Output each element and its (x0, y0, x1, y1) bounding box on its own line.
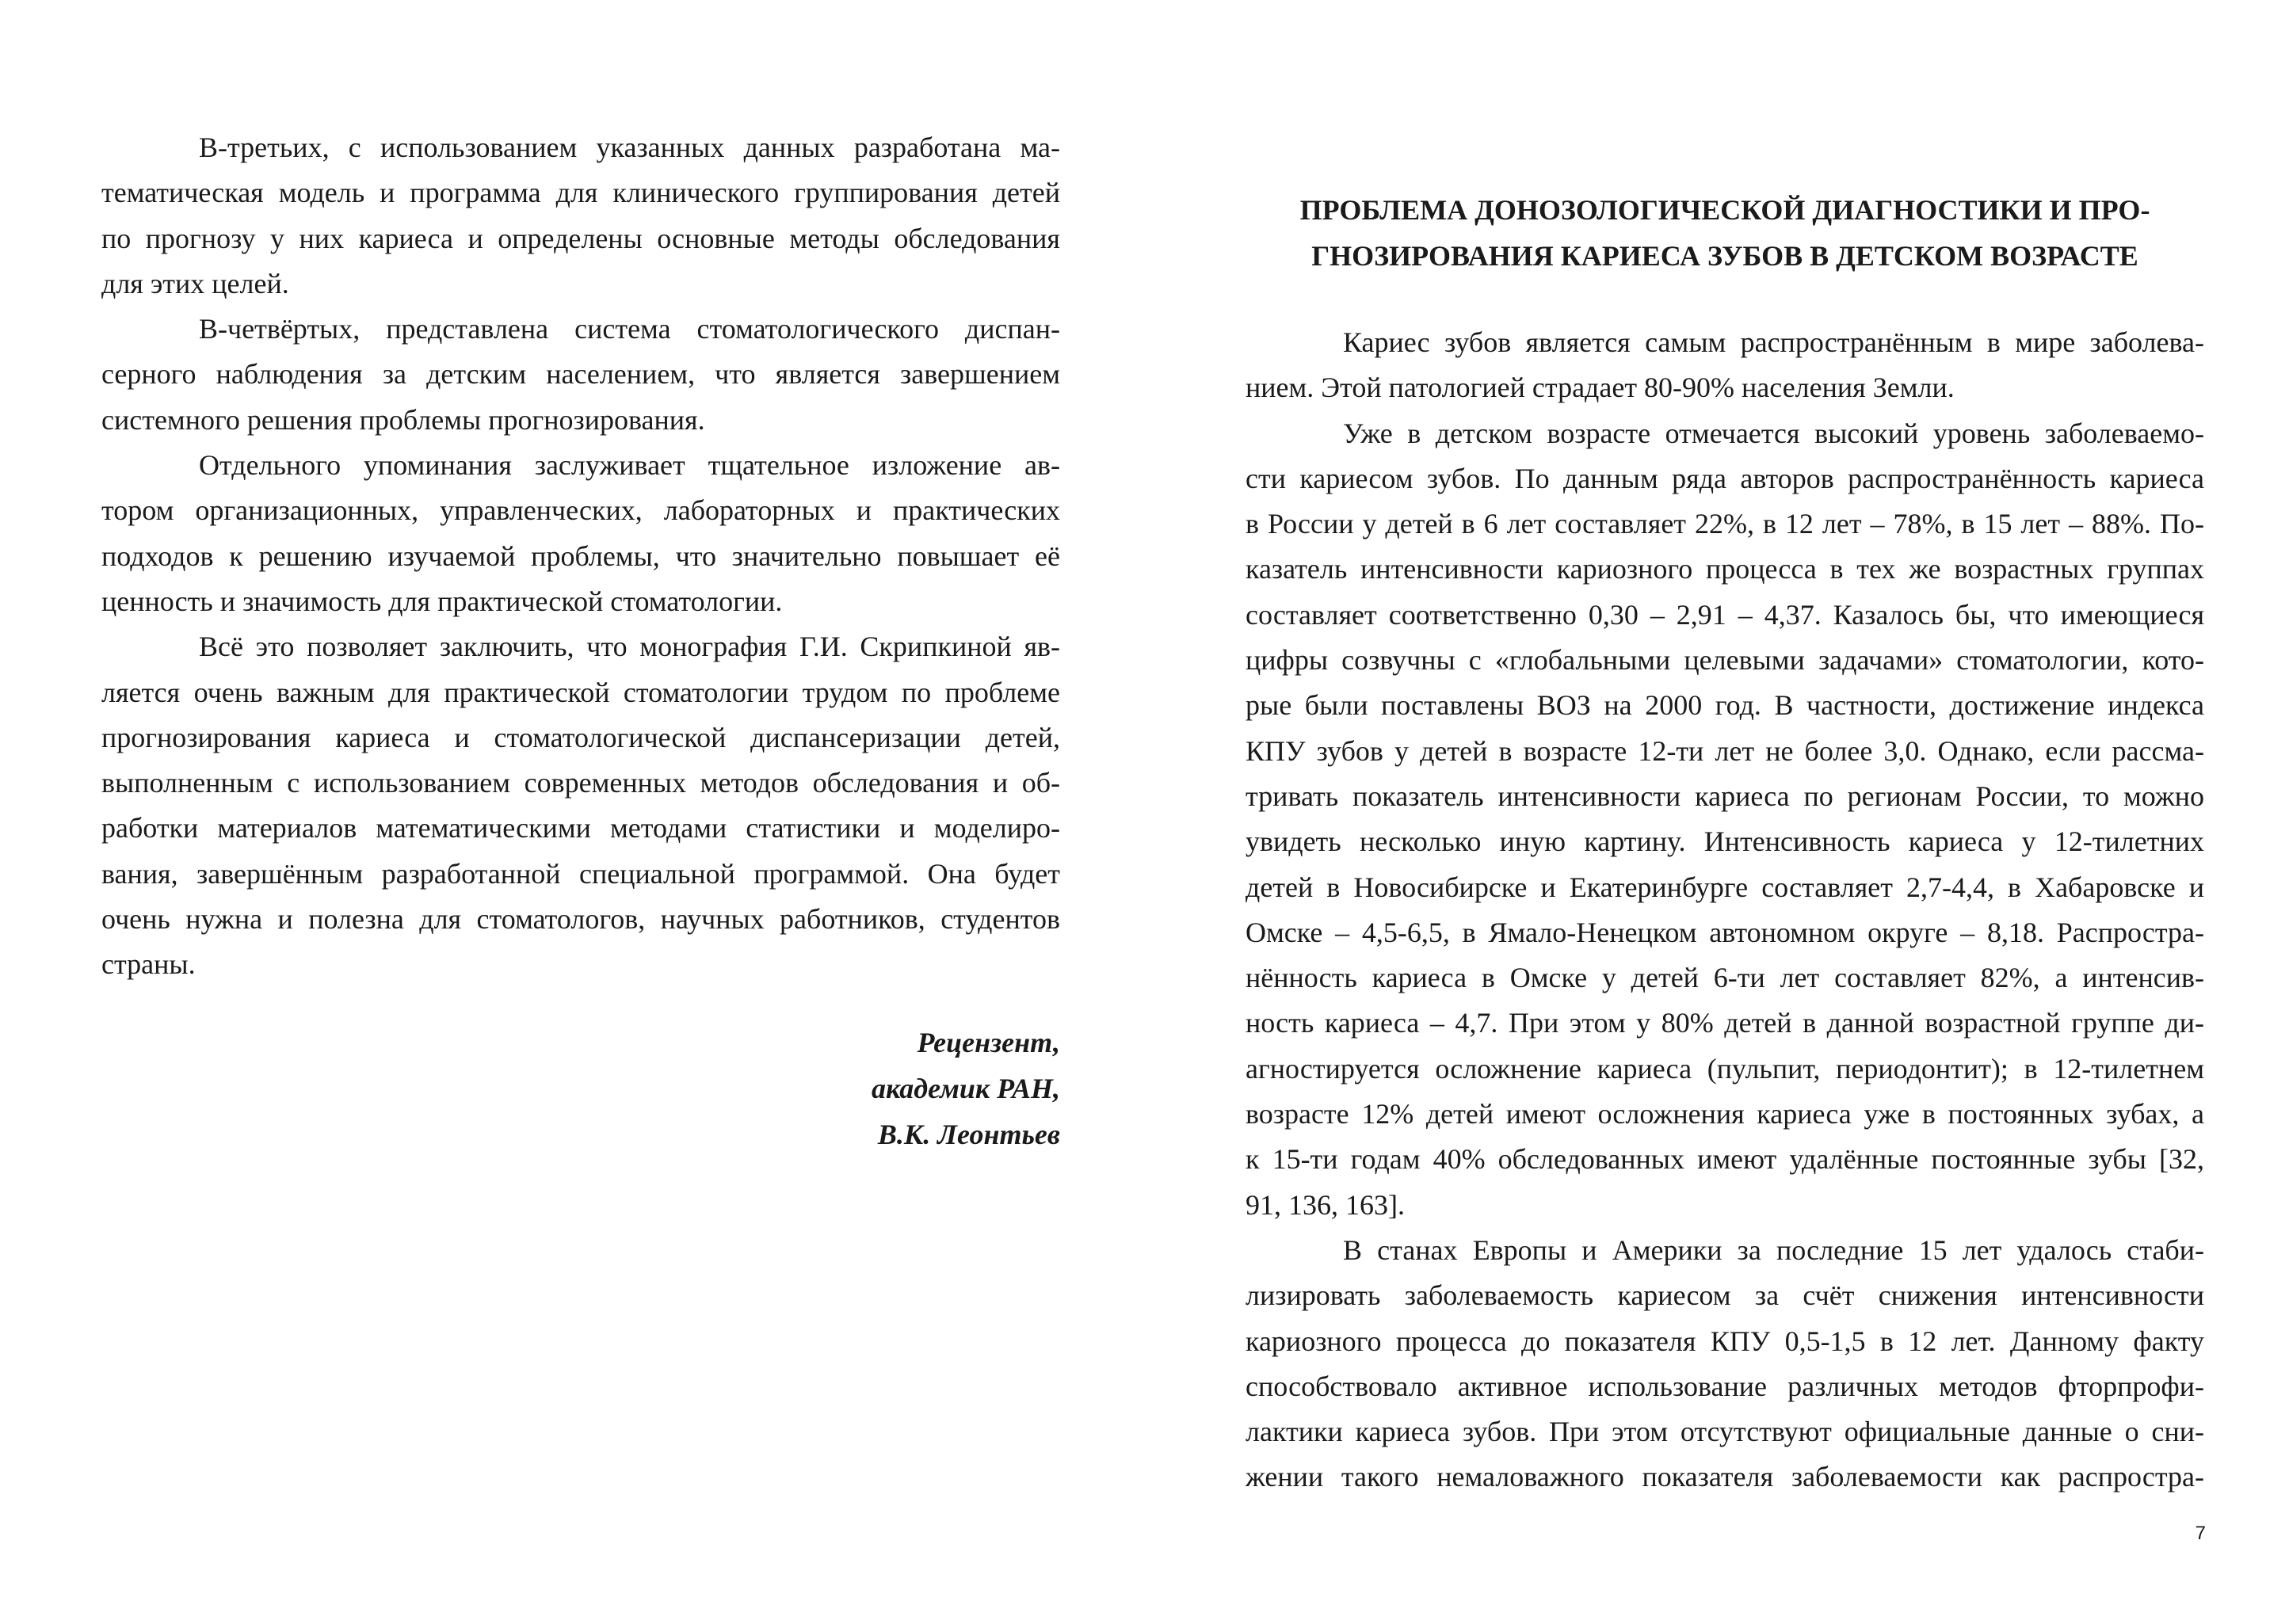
reviewer-title: академик РАН, (871, 1072, 1060, 1104)
text-line: к 15-ти годам 40% обследованных имеют удалённые постоянные зубы [32, (1246, 1143, 2204, 1176)
text-line: нённость кариеса в Омске у детей 6-ти лет составляет 82%, а интенсив- (1246, 962, 2204, 994)
text-line: ляется очень важным для практической стоматологии трудом по проблеме (101, 676, 1060, 708)
paragraph (101, 443, 1060, 624)
text-line: способствовало активное использование различных методов фторпрофи- (1246, 1370, 2204, 1402)
text-line: лактики кариеса зубов. При этом отсутствуют официальные данные о сни- (1246, 1416, 2204, 1448)
text-line: возрасте 12% детей имеют осложнения кариеса уже в постоянных зубах, а (1246, 1098, 2204, 1130)
text-line: тривать показатель интенсивности кариеса по регионам России, то можно (1246, 780, 2204, 812)
text-line: нием. Этой патологией страдает 80-90% населения Земли. (1246, 372, 1955, 404)
paragraph (101, 624, 1060, 987)
text-line: страны. (101, 948, 196, 981)
text-line: кариозного процесса до показателя КПУ 0,5-1,5 в 12 лет. Данному факту (1246, 1325, 2204, 1357)
right-page (1144, 0, 2289, 1624)
text-line: составляет соответственно 0,30 – 2,91 – 4,37. Казалось бы, что имеющиеся (1246, 598, 2204, 631)
text-line: подходов к решению изучаемой проблемы, что значительно повышает её (101, 539, 1060, 572)
text-line: Всё это позволяет заключить, что монография Г.И. Скрипкиной яв- (199, 631, 1060, 663)
reviewer-name: В.К. Леонтьев (877, 1118, 1060, 1150)
text-line: вания, завершённым разработанной специальной программой. Она будет (101, 857, 1060, 890)
text-line: цифры созвучны с «глобальными целевыми задачами» стоматологии, кото- (1246, 644, 2204, 677)
text-line: Омске – 4,5-6,5, в Ямало-Ненецком автономном округе – 8,18. Распростра- (1246, 916, 2204, 948)
reviewer-signature (101, 1020, 1060, 1157)
text-line: по прогнозу у них кариеса и определены основные методы обследования (101, 222, 1060, 254)
text-line: системного решения проблемы прогнозирования. (101, 403, 705, 436)
reviewer-role: Рецензент, (917, 1026, 1060, 1058)
text-line: Кариес зубов является самым распространённым в мире заболева- (1343, 326, 2204, 358)
right-text-column (1246, 187, 2204, 1500)
page-number: 7 (2195, 1523, 2206, 1544)
chapter-title (1246, 187, 2204, 279)
text-line: очень нужна и полезна для стоматологов, научных работников, студентов (101, 903, 1060, 936)
paragraph (1246, 320, 2204, 411)
text-line: работки материалов математическими методами статистики и моделиро- (101, 812, 1060, 844)
chapter-title-line: ПРОБЛЕМА ДОНОЗОЛОГИЧЕСКОЙ ДИАГНОСТИКИ И ПРО- (1299, 194, 2150, 226)
text-line: лизировать заболеваемость кариесом за счёт снижения интенсивности (1246, 1279, 2204, 1312)
text-line: Уже в детском возрасте отмечается высокий уровень заболеваемо- (1343, 417, 2204, 449)
text-line: детей в Новосибирске и Екатеринбурге составляет 2,7-4,4, в Хабаровске и (1246, 871, 2204, 903)
text-line: В-третьих, с использованием указанных данных разработана ма- (199, 132, 1060, 163)
text-line: Отдельного упоминания заслуживает тщательное изложение ав- (199, 449, 1060, 482)
text-line: казатель интенсивности кариозного процесса в тех же возрастных группах (1246, 553, 2204, 585)
text-line: сти кариесом зубов. По данным ряда авторов распространённость кариеса (1246, 462, 2204, 494)
text-line: агностируется осложнение кариеса (пульпит, периодонтит); в 12-тилетнем (1246, 1052, 2204, 1085)
text-line: тором организационных, управленческих, лабораторных и практических (101, 494, 1060, 527)
text-line: увидеть несколько иную картину. Интенсивность кариеса у 12-тилетних (1246, 825, 2204, 858)
chapter-title-line: ГНОЗИРОВАНИЯ КАРИЕСА ЗУБОВ В ДЕТСКОМ ВОЗРАСТЕ (1311, 240, 2138, 272)
text-line: рые были поставлены ВОЗ на 2000 год. В частности, достижение индекса (1246, 689, 2204, 722)
text-line: для этих целей. (101, 267, 289, 299)
paragraph (1246, 411, 2204, 1228)
text-line: 91, 136, 163]. (1246, 1188, 1405, 1221)
text-line: тематическая модель и программа для клинического группирования детей (101, 177, 1060, 209)
text-line: ценность и значимость для практической стоматологии. (101, 585, 783, 617)
text-line: серного наблюдения за детским населением, что является завершением (101, 358, 1060, 391)
left-text-column (101, 125, 1060, 1157)
text-line: КПУ зубов у детей в возрасте 12-ти лет не более 3,0. Однако, если рассма- (1246, 734, 2204, 767)
text-line: В-четвёртых, представлена система стоматологического диспан- (199, 313, 1060, 345)
paragraph (101, 307, 1060, 443)
text-line: В станах Европы и Америки за последние 15 лет удалось стаби- (1343, 1233, 2204, 1266)
text-line: выполненным с использованием современных методов обследования и об- (101, 767, 1060, 799)
paragraph (1246, 1228, 2204, 1500)
left-page (0, 0, 1144, 1624)
text-line: ность кариеса – 4,7. При этом у 80% детей в данной возрастной группе ди- (1246, 1007, 2204, 1039)
paragraph (101, 125, 1060, 307)
text-line: жении такого немаловажного показателя заболеваемости как распростра- (1246, 1461, 2204, 1493)
text-line: в России у детей в 6 лет составляет 22%, в 12 лет – 78%, в 15 лет – 88%. По- (1246, 508, 2204, 540)
text-line: прогнозирования кариеса и стоматологической диспансеризации детей, (101, 721, 1060, 753)
